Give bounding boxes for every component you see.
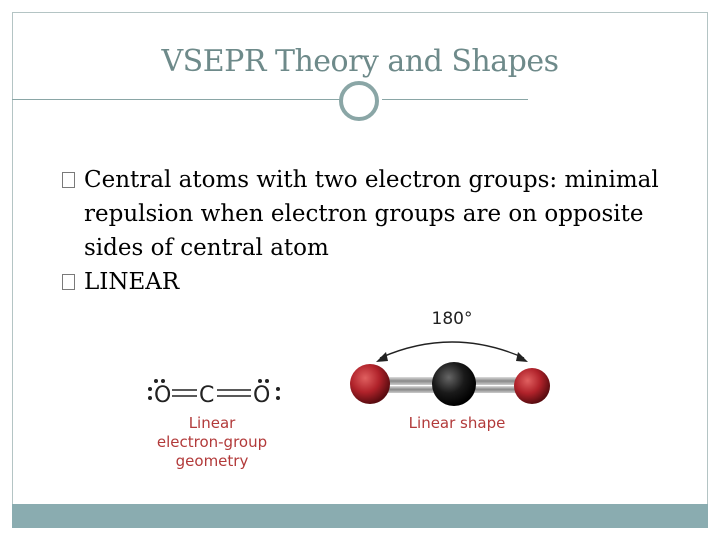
title-divider-left — [12, 99, 340, 100]
ball-model-caption: Linear shape — [408, 414, 506, 432]
angle-arc — [380, 342, 524, 358]
oxygen-atom-left — [350, 364, 390, 404]
lewis-center-atom: C — [199, 383, 215, 408]
bullet-list — [62, 163, 682, 299]
bond-angle-label: 180° — [431, 309, 473, 329]
caption-line: Linear — [188, 414, 236, 432]
bullet-marker — [62, 274, 75, 290]
slide-title: VSEPR Theory and Shapes — [161, 44, 559, 79]
carbon-atom — [432, 362, 476, 406]
lewis-right-atom: O — [253, 383, 271, 408]
arc-arrowhead-left — [376, 352, 388, 362]
bullet-text: LINEAR — [84, 269, 180, 295]
lewis-structure — [145, 372, 285, 416]
bullet-marker — [62, 172, 75, 188]
title-ring-ornament — [339, 81, 379, 121]
bullet-text: Central atoms with two electron groups: minimal repulsion when electron groups are on opposite sides of central atom — [84, 167, 659, 261]
title-divider-right — [382, 99, 528, 100]
arc-arrowhead-right — [516, 352, 528, 362]
oxygen-atom-right — [514, 368, 550, 404]
ball-stick-model — [332, 306, 572, 416]
lewis-left-atom: O — [154, 383, 172, 408]
caption-line: electron-group — [156, 433, 268, 451]
bullet-item — [62, 265, 682, 299]
caption-line: geometry — [175, 452, 249, 470]
bullet-item — [62, 163, 682, 265]
lewis-caption — [142, 414, 282, 471]
footer-bar — [12, 504, 708, 528]
